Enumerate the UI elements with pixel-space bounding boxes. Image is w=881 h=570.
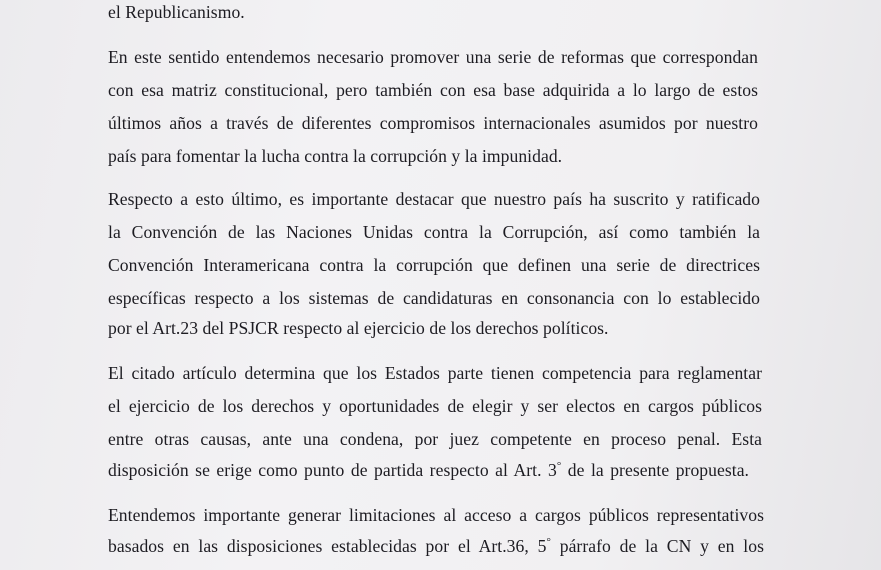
- text-line: la Convención de las Naciones Unidas contra la Corrupción, así como también la: [108, 222, 760, 242]
- text-line: últimos años a través de diferentes compromisos internacionales asumidos por nuestro: [108, 113, 758, 133]
- text-line: específicas respecto a los sistemas de candidaturas en consonancia con lo establecido: [108, 288, 760, 308]
- text-fragment: de la presente propuesta.: [561, 460, 749, 480]
- text-line: el Republicanismo.: [108, 2, 245, 22]
- text-line: Convención Interamericana contra la corrupción que definen una serie de directrices: [108, 255, 760, 275]
- text-line: país para fomentar la lucha contra la corrupción y la impunidad.: [108, 146, 563, 166]
- text-fragment: basados en las disposiciones establecidas por el Art.36, 5: [108, 536, 547, 556]
- text-line: [108, 459, 749, 481]
- text-line: el ejercicio de los derechos y oportunidades de elegir y ser electos en cargos públicos: [108, 396, 762, 416]
- degree-superscript: °: [546, 536, 551, 549]
- degree-superscript: °: [556, 460, 562, 473]
- text-line: Respecto a esto último, es importante destacar que nuestro país ha suscrito y ratificado: [108, 189, 760, 209]
- text-line: En este sentido entendemos necesario promover una serie de reformas que correspondan: [108, 47, 758, 67]
- text-line: entre otras causas, ante una condena, por juez competente en proceso penal. Esta: [108, 429, 762, 449]
- text-line: por el Art.23 del PSJCR respecto al ejercicio de los derechos políticos.: [108, 318, 609, 338]
- text-line: [108, 535, 764, 557]
- text-fragment: párrafo de la CN y en los: [550, 536, 764, 556]
- text-fragment: disposición se erige como punto de partida respecto al Art. 3: [108, 460, 557, 480]
- text-line: Entendemos importante generar limitaciones al acceso a cargos públicos representativos: [108, 505, 764, 525]
- text-line: El citado artículo determina que los Estados parte tienen competencia para reglamentar: [108, 363, 762, 383]
- text-line: con esa matriz constitucional, pero también con esa base adquirida a lo largo de estos: [108, 80, 758, 100]
